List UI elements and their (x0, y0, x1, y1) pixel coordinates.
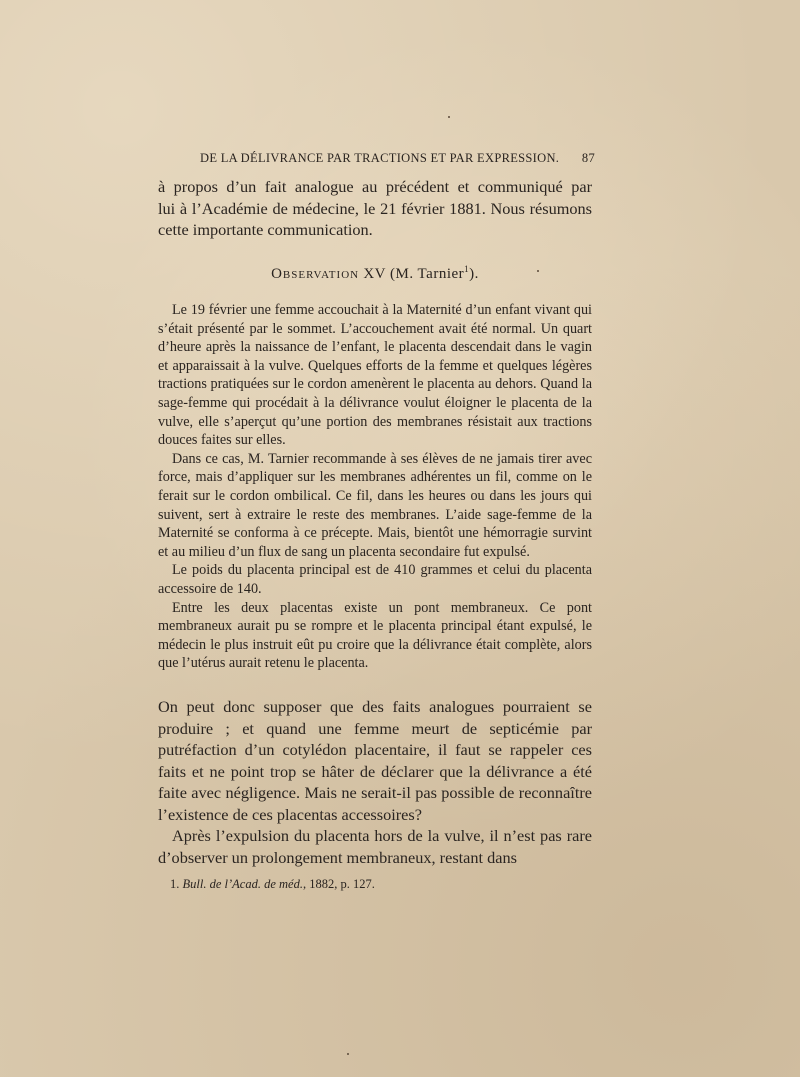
body-paragraph: Après l’expulsion du placenta hors de la vulve, il n’est pas rare d’observer un prolongement membraneux, restant dans (158, 826, 592, 867)
observation-paragraph: Le 19 février une femme accouchait à la Maternité d’un enfant vivant qui s’était présenté par le sommet. L’accouchement avait été normal. Un quart d’heure après la naissance de l’enfant, le placenta descendait dans le vagin et apparaissait à la vulve. Quelques efforts de la femme et quelques légères tractions pratiquées sur le cordon amenèrent le placenta au dehors. Quand la sage-femme qui procédait à la délivrance voulut éloigner le placenta de la vulve, elle s’aperçut qu’une portion des membranes résistait aux tractions douces faites sur elles. (158, 302, 592, 449)
footnote (170, 877, 375, 892)
footnote-ref: 1 (464, 264, 470, 274)
footnote-number: 1. (170, 877, 180, 891)
footnote-source: Bull. de l’Acad. de méd. (182, 877, 303, 891)
running-header (200, 151, 595, 169)
paper-speck (448, 116, 450, 118)
observation-paragraph: Entre les deux placentas existe un pont membraneux. Ce pont membraneux aurait pu se rompre et le placenta principal étant expulsé, le médecin le plus instruit eût pu croire que la délivrance était complète, alors que l’utérus aurait retenu le placenta. (158, 599, 592, 672)
observation-paragraph: Le poids du placenta principal est de 410 grammes et celui du placenta accessoire de 140. (158, 562, 592, 597)
paper-speck (347, 1053, 349, 1055)
intro-line: lui à l’Académie de médecine, le 21 février 1881. Nous résumons (158, 198, 592, 218)
observation-label: Observation (271, 266, 360, 282)
paper-speck (537, 270, 539, 272)
observation-author: (M. Tarnier (389, 266, 465, 282)
observation-number: XV (363, 266, 386, 282)
observation-heading (158, 264, 592, 283)
intro-line: cette importante communication. (158, 220, 373, 240)
header-title: DE LA DÉLIVRANCE PAR TRACTIONS ET PAR EXPRESSION. (200, 151, 560, 165)
footnote-details: , 1882, p. 127. (302, 877, 375, 891)
observation-paragraph: Dans ce cas, M. Tarnier recommande à ses élèves de ne jamais tirer avec force, mais d’appliquer sur les membranes adhérentes un fil, comme on le ferait sur le cordon ombilical. Ce fil, dans les heures ou dans les jours qui suivent, sert à extraire le reste des membranes. L’aide sage-femme de la Maternité se conforma à ce précepte. Mais, bientôt une hémorragie survint et au milieu d’un flux de sang un placenta secondaire fut expulsé. (158, 450, 592, 560)
observation-closing: ). (469, 266, 479, 282)
body-paragraph: On peut donc supposer que des faits analogues pourraient se produire ; et quand une femme meurt de septicémie par putréfaction d’un cotylédon placentaire, il faut se rappeler ces faits et ne point trop se hâter de déclarer que la délivrance a été faite avec négligence. Mais ne serait-il pas possible de reconnaître l’existence de ces placentas accessoires? (158, 697, 592, 824)
observation-body (158, 301, 592, 673)
intro-line: à propos d’un fait analogue au précédent et communiqué par (158, 177, 592, 196)
page-number: 87 (581, 151, 595, 165)
intro-paragraph (158, 176, 592, 241)
main-body (158, 696, 592, 868)
